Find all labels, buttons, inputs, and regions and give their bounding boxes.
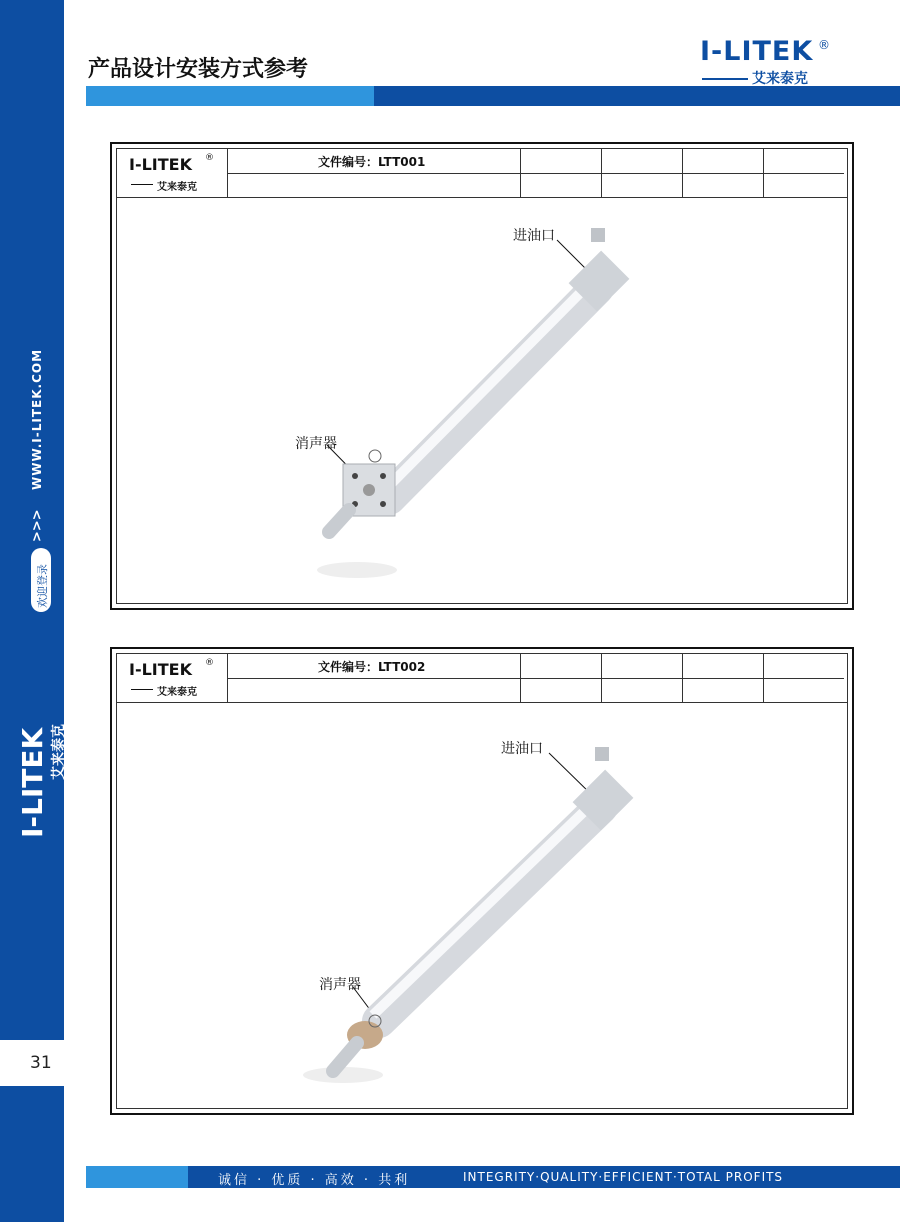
chevron-icon: >>> [30,509,45,542]
header-bar-light [86,86,374,106]
header-bar-dark [374,86,900,106]
drawing-frame-1 [110,142,854,610]
sidebar-logo: I-LITEK [16,727,49,838]
muffler-label: 消声器 [295,436,337,452]
doc-number: 文件编号：LTT002 [228,654,521,679]
page-title: 产品设计安装方式参考 [88,57,309,82]
title-block [117,149,847,198]
logo-rule [702,78,748,80]
footer-slogan-en: INTEGRITY·QUALITY·EFFICIENT·TOTAL PROFITS [463,1170,784,1184]
page-number: 31 [30,1053,52,1073]
drawing-frame-2 [110,647,854,1115]
doc-number: 文件编号：LTT001 [228,149,521,174]
welcome-login-button[interactable]: 欢迎登录 [31,548,51,612]
sidebar-logo-cn: 艾来泰克 [51,724,67,780]
inlet-label: 进油口 [501,741,543,757]
title-block-logo: I-LITEK ® 艾来泰克 [117,149,228,197]
title-block-row [228,679,521,702]
brand-logo-cn: 艾来泰克 [752,71,808,87]
brand-logo: I-LITEK [700,36,814,67]
registered-mark: ® [818,38,830,52]
title-block-row [228,174,521,197]
website-url[interactable]: WWW.I-LITEK.COM [30,348,44,490]
muffler-label: 消声器 [319,977,361,993]
title-block-logo: I-LITEK ® 艾来泰克 [117,654,228,702]
cylinder-drawing-2 [117,703,847,1108]
footer-bar-light [86,1166,188,1188]
title-block [117,654,847,703]
footer-slogan-cn: 诚信 · 优质 · 高效 · 共利 [218,1173,411,1188]
inlet-label: 进油口 [513,228,555,244]
cylinder-drawing-1 [117,198,847,603]
sidebar [0,0,64,1222]
